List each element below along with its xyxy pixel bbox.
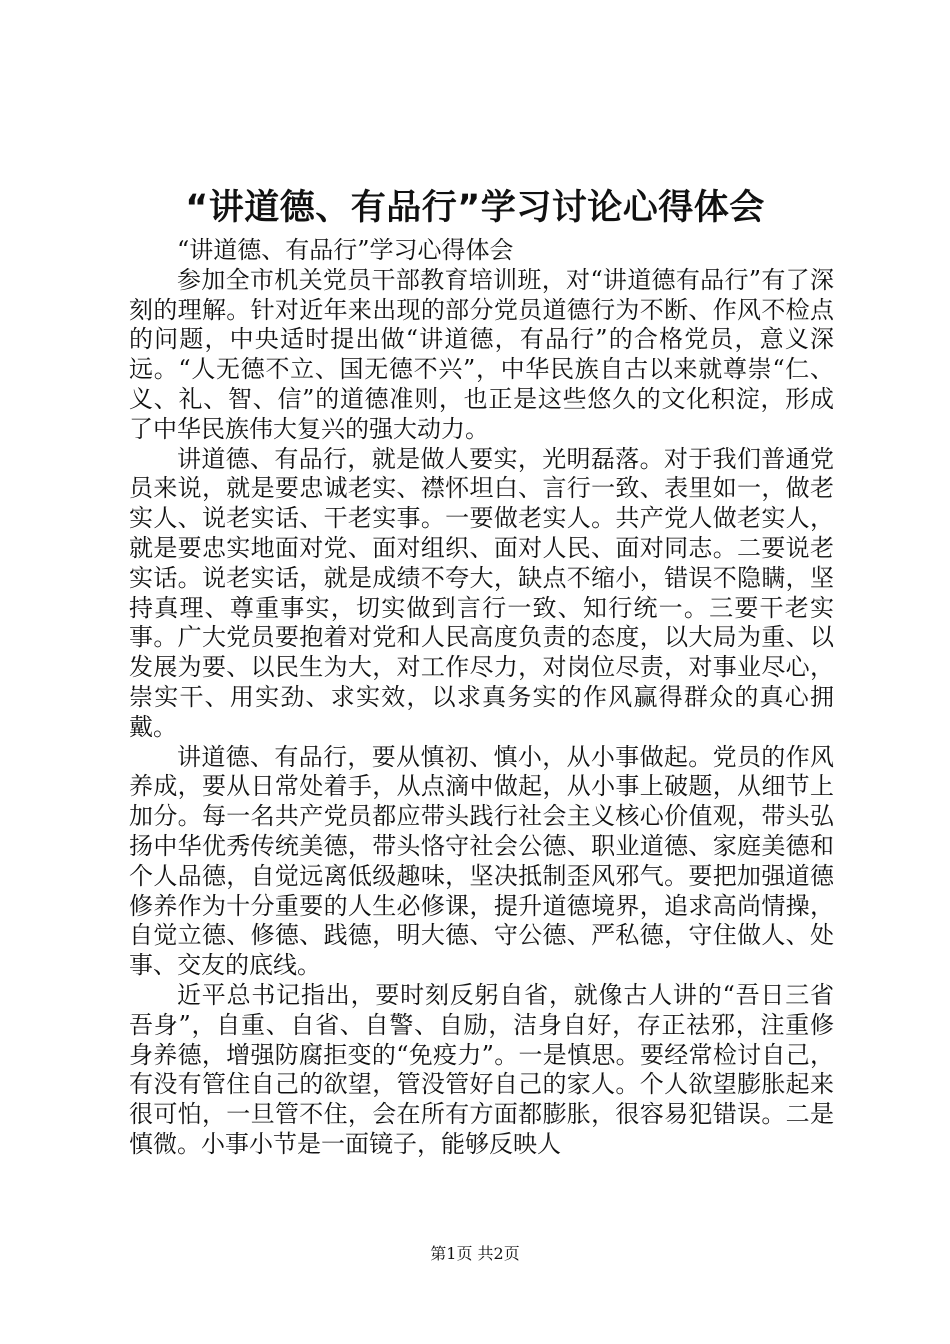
document-title: “讲道德、有品行”学习讨论心得体会	[185, 188, 765, 228]
paragraph-subtitle: “讲道德、有品行”学习心得体会	[177, 236, 514, 264]
paragraph-2: 讲道德、有品行，就是做人要实，光明磊落。对于我们普通党员来说，就是要忠诚老实、襟怀坦白、言行一致、表里如一，做老实人、说老实话、干老实事。一要做老实人。共产党人做老实人，就是要忠实地面对党、面对组织、面对人民、面对同志。二要说老实话。说老实话，就是成绩不夸大，缺点不缩小，错误不隐瞒，坚持真理、尊重事实，切实做到言行一致、知行统一。三要干老实事。广大党员要抱着对党和人民高度负责的态度，以大局为重、以发展为要、以民生为大，对工作尽力，对岗位尽责，对事业尽心，崇实干、用实劲、求实效，以求真务实的作风赢得群众的真心拥戴。	[129, 444, 834, 741]
paragraph-3: 讲道德、有品行，要从慎初、慎小，从小事做起。党员的作风养成，要从日常处着手，从点滴中做起，从小事上破题，从细节上加分。每一名共产党员都应带头践行社会主义核心价值观，带头弘扬中华优秀传统美德，带头恪守社会公德、职业道德、家庭美德和个人品德，自觉远离低级趣味，坚决抵制歪风邪气。要把加强道德修养作为十分重要的人生必修课，提升道德境界，追求高尚情操，自觉立德、修德、践德，明大德、守公德、严私德，守住做人、处事、交友的底线。	[129, 742, 834, 980]
page-footer: 第1页 共2页	[430, 1244, 520, 1263]
paragraph-4: 近平总书记指出，要时刻反躬自省，就像古人讲的“吾日三省吾身”，自重、自省、自警、自励，洁身自好，存正祛邪，注重修身养德，增强防腐拒变的“免疫力”。一是慎思。要经常检讨自己，有没有管住自己的欲望，管没管好自己的家人。个人欲望膨胀起来很可怕，一旦管不住，会在所有方面都膨胀，很容易犯错误。二是慎微。小事小节是一面镜子，能够反映人	[129, 980, 834, 1158]
paragraph-1: 参加全市机关党员干部教育培训班，对“讲道德有品行”有了深刻的理解。针对近年来出现的部分党员道德行为不断、作风不检点的问题，中央适时提出做“讲道德，有品行”的合格党员，意义深远。“人无德不立、国无德不兴”，中华民族自古以来就尊崇“仁、义、礼、智、信”的道德准则，也正是这些悠久的文化积淀，形成了中华民族伟大复兴的强大动力。	[129, 265, 834, 443]
document-body	[129, 236, 834, 1160]
